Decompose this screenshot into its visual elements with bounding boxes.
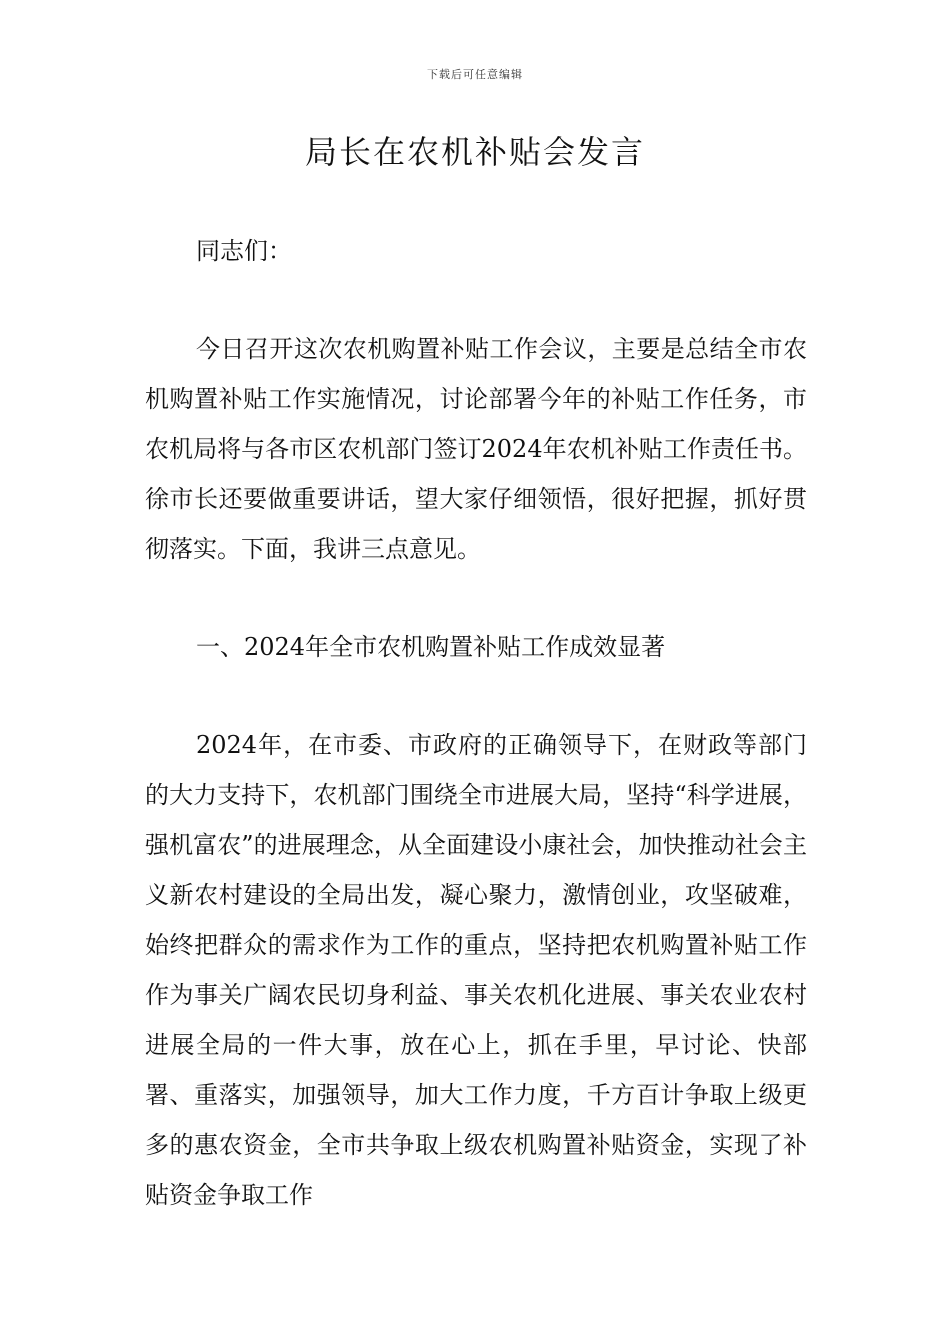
page-title: 局长在农机补贴会发言 xyxy=(304,133,645,171)
header-note: 下载后可任意编辑 xyxy=(427,68,523,81)
section-heading: 一、2024年全市农机购置补贴工作成效显著 xyxy=(196,633,666,661)
paragraph-intro: 今日召开这次农机购置补贴工作会议，主要是总结全市农机购置补贴工作实施情况，讨论部署今年的补贴工作任务，市农机局将与各市区农机部门签订2024年农机补贴工作责任书。徐市长还要做重要讲话，望大家仔细领悟，很好把握，抓好贯彻落实。下面，我讲三点意见。 xyxy=(145,335,807,563)
greeting: 同志们： xyxy=(196,237,292,265)
paragraph-achievements: 2024年，在市委、市政府的正确领导下，在财政等部门的大力支持下，农机部门围绕全市进展大局，坚持“科学进展，强机富农”的进展理念，从全面建设小康社会，加快推动社会主义新农村建设的全局出发，凝心聚力，激情创业，攻坚破难，始终把群众的需求作为工作的重点，坚持把农机购置补贴工作作为事关广阔农民切身利益、事关农机化进展、事关农业农村进展全局的一件大事，放在心上，抓在手里，早讨论、快部署、重落实，加强领导，加大工作力度，千方百计争取上级更多的惠农资金，全市共争取上级农机购置补贴资金，实现了补贴资金争取工作 xyxy=(145,731,807,1209)
